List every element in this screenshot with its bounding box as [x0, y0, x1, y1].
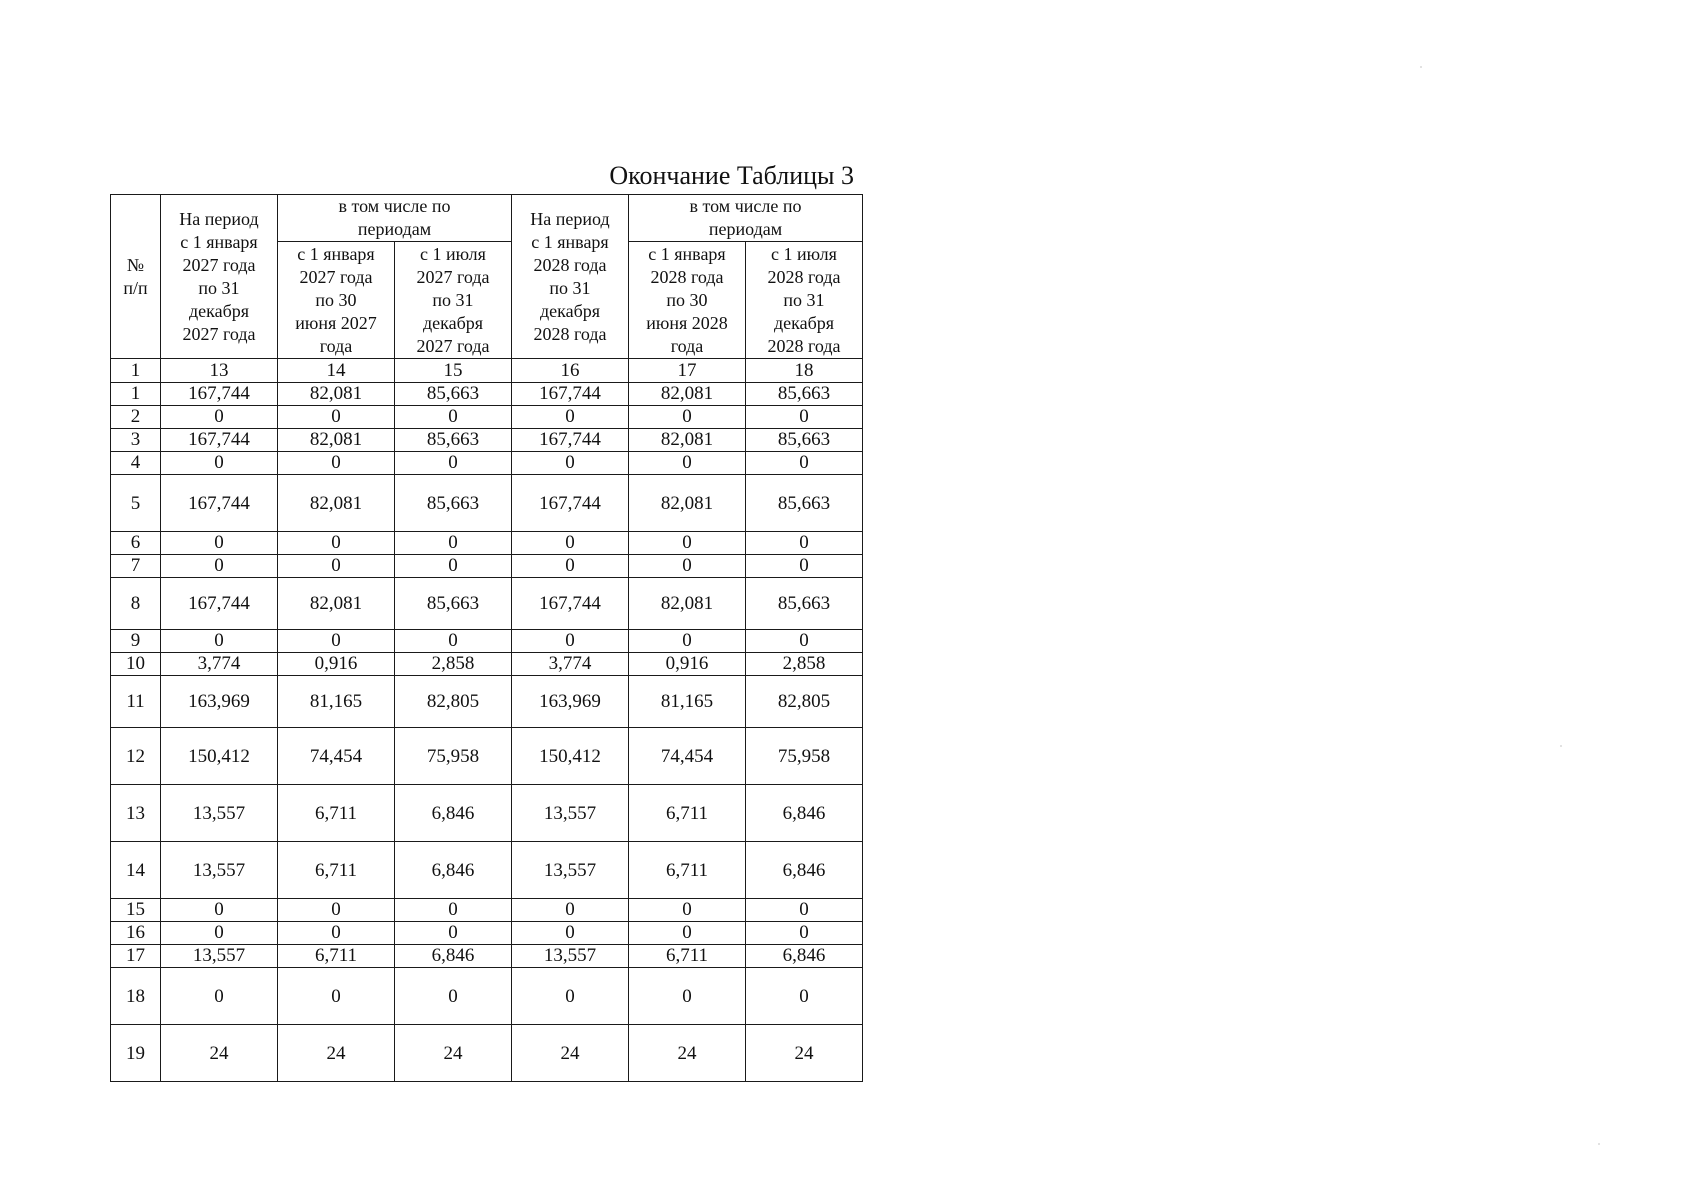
- table-cell: 167,744: [512, 578, 629, 630]
- table-cell: 0: [629, 968, 746, 1025]
- table-cell: 0: [161, 922, 278, 945]
- table-cell: 6,846: [746, 945, 863, 968]
- column-index-cell: 16: [512, 359, 629, 383]
- header-h2-2028: с 1 июля 2028 года по 31 декабря 2028 года: [746, 242, 863, 359]
- row-number-cell: 2: [111, 406, 161, 429]
- table-cell: 0: [278, 406, 395, 429]
- table-cell: 0: [512, 899, 629, 922]
- table-cell: 6,846: [746, 785, 863, 842]
- column-index-cell: 18: [746, 359, 863, 383]
- table-cell: 0: [746, 630, 863, 653]
- table-cell: 6,846: [395, 842, 512, 899]
- table-cell: 74,454: [629, 728, 746, 785]
- table-row: [111, 968, 863, 1025]
- table-cell: 167,744: [161, 475, 278, 532]
- table-cell: 6,711: [278, 945, 395, 968]
- table-row: [111, 406, 863, 429]
- table-cell: 24: [512, 1025, 629, 1082]
- table-cell: 85,663: [395, 383, 512, 406]
- table-cell: 13,557: [161, 785, 278, 842]
- table-cell: 167,744: [512, 383, 629, 406]
- row-number-cell: 5: [111, 475, 161, 532]
- row-number-cell: 17: [111, 945, 161, 968]
- table-cell: 82,805: [395, 676, 512, 728]
- table-cell: 6,846: [395, 785, 512, 842]
- table-cell: 6,711: [278, 785, 395, 842]
- table-cell: 0: [746, 968, 863, 1025]
- row-number-cell: 1: [111, 383, 161, 406]
- table-cell: 0: [278, 555, 395, 578]
- table-cell: 24: [395, 1025, 512, 1082]
- table-cell: 0: [161, 532, 278, 555]
- table-row: [111, 728, 863, 785]
- table-row: [111, 945, 863, 968]
- table-cell: 75,958: [395, 728, 512, 785]
- table-row: [111, 532, 863, 555]
- table-cell: 0: [512, 630, 629, 653]
- table-cell: 24: [278, 1025, 395, 1082]
- column-index-cell: 14: [278, 359, 395, 383]
- table-row: [111, 578, 863, 630]
- table-cell: 0: [395, 452, 512, 475]
- table-cell: 3,774: [512, 653, 629, 676]
- table-cell: 0: [512, 922, 629, 945]
- row-number-cell: 6: [111, 532, 161, 555]
- table-cell: 13,557: [512, 842, 629, 899]
- table-cell: 150,412: [161, 728, 278, 785]
- table-cell: 0: [746, 406, 863, 429]
- table-row: [111, 475, 863, 532]
- table-cell: 0: [629, 899, 746, 922]
- table-cell: 167,744: [512, 429, 629, 452]
- table-cell: 167,744: [161, 429, 278, 452]
- table-cell: 6,711: [629, 785, 746, 842]
- table-cell: 85,663: [395, 578, 512, 630]
- table-cell: 3,774: [161, 653, 278, 676]
- header-period-2027: На период с 1 января 2027 года по 31 декабря 2027 года: [161, 195, 278, 359]
- table-cell: 0: [395, 630, 512, 653]
- header-h1-2028: с 1 января 2028 года по 30 июня 2028 года: [629, 242, 746, 359]
- header-group-2028: в том числе по периодам: [629, 195, 863, 242]
- table-header: [111, 195, 863, 383]
- table-cell: 85,663: [395, 475, 512, 532]
- table-cell: 82,081: [629, 475, 746, 532]
- table-cell: 0: [629, 922, 746, 945]
- table-cell: 82,805: [746, 676, 863, 728]
- table-cell: 0: [395, 555, 512, 578]
- column-index-row: [111, 359, 863, 383]
- table-cell: 81,165: [629, 676, 746, 728]
- table-cell: 0,916: [629, 653, 746, 676]
- table-cell: 0: [629, 406, 746, 429]
- table-cell: 82,081: [278, 475, 395, 532]
- header-num: № п/п: [111, 195, 161, 359]
- table-row: [111, 676, 863, 728]
- row-number-cell: 7: [111, 555, 161, 578]
- table-cell: 82,081: [278, 383, 395, 406]
- table-cell: 0: [746, 899, 863, 922]
- table-cell: 167,744: [512, 475, 629, 532]
- table-cell: 0: [278, 452, 395, 475]
- table-cell: 13,557: [512, 785, 629, 842]
- table-cell: 0: [278, 968, 395, 1025]
- table-cell: 0: [746, 532, 863, 555]
- table-cell: 85,663: [746, 383, 863, 406]
- row-number-cell: 14: [111, 842, 161, 899]
- header-h2-2027: с 1 июля 2027 года по 31 декабря 2027 года: [395, 242, 512, 359]
- table-cell: 167,744: [161, 383, 278, 406]
- scan-speck: [1560, 745, 1562, 747]
- table-cell: 13,557: [512, 945, 629, 968]
- row-number-cell: 13: [111, 785, 161, 842]
- table-cell: 0: [629, 555, 746, 578]
- table-caption: Окончание Таблицы 3: [609, 161, 854, 190]
- table-cell: 81,165: [278, 676, 395, 728]
- table-cell: 0: [161, 968, 278, 1025]
- table-cell: 0: [278, 922, 395, 945]
- row-number-cell: 19: [111, 1025, 161, 1082]
- table-cell: 85,663: [746, 578, 863, 630]
- table-cell: 163,969: [512, 676, 629, 728]
- table-cell: 0: [512, 532, 629, 555]
- table-row: [111, 653, 863, 676]
- row-number-cell: 9: [111, 630, 161, 653]
- table-cell: 0: [395, 968, 512, 1025]
- table-cell: 0: [278, 532, 395, 555]
- header-period-2028: На период с 1 января 2028 года по 31 декабря 2028 года: [512, 195, 629, 359]
- table-cell: 24: [746, 1025, 863, 1082]
- row-number-cell: 15: [111, 899, 161, 922]
- table-cell: 0: [161, 406, 278, 429]
- table-cell: 0: [161, 630, 278, 653]
- table-cell: 163,969: [161, 676, 278, 728]
- data-table: [110, 194, 863, 1082]
- scan-speck: [1598, 1143, 1600, 1145]
- table-row: [111, 429, 863, 452]
- table-cell: 0: [278, 899, 395, 922]
- table-cell: 13,557: [161, 842, 278, 899]
- row-number-cell: 18: [111, 968, 161, 1025]
- table-row: [111, 452, 863, 475]
- table-row: [111, 899, 863, 922]
- table-cell: 0: [629, 630, 746, 653]
- table-cell: 6,711: [629, 842, 746, 899]
- table-cell: 6,711: [278, 842, 395, 899]
- row-number-cell: 3: [111, 429, 161, 452]
- row-number-cell: 16: [111, 922, 161, 945]
- table-row: [111, 630, 863, 653]
- table-cell: 75,958: [746, 728, 863, 785]
- table-cell: 24: [161, 1025, 278, 1082]
- table-cell: 6,711: [629, 945, 746, 968]
- column-index-cell: 1: [111, 359, 161, 383]
- table-cell: 0: [395, 899, 512, 922]
- table-row: [111, 842, 863, 899]
- table-cell: 0: [278, 630, 395, 653]
- table-cell: 0: [512, 968, 629, 1025]
- table-cell: 0: [629, 452, 746, 475]
- row-number-cell: 8: [111, 578, 161, 630]
- table-cell: 0: [512, 555, 629, 578]
- header-group-2027: в том числе по периодам: [278, 195, 512, 242]
- header-h1-2027: с 1 января 2027 года по 30 июня 2027 года: [278, 242, 395, 359]
- table-cell: 82,081: [278, 578, 395, 630]
- table-row: [111, 785, 863, 842]
- column-index-cell: 15: [395, 359, 512, 383]
- table-cell: 82,081: [629, 578, 746, 630]
- table-cell: 74,454: [278, 728, 395, 785]
- table-cell: 0: [746, 452, 863, 475]
- row-number-cell: 4: [111, 452, 161, 475]
- table-cell: 0: [395, 532, 512, 555]
- row-number-cell: 10: [111, 653, 161, 676]
- table-cell: 82,081: [278, 429, 395, 452]
- table-cell: 0: [395, 406, 512, 429]
- table-cell: 0: [161, 452, 278, 475]
- table-cell: 2,858: [746, 653, 863, 676]
- table-cell: 82,081: [629, 429, 746, 452]
- table-cell: 0: [629, 532, 746, 555]
- table-cell: 0: [395, 922, 512, 945]
- table-cell: 85,663: [746, 429, 863, 452]
- table-cell: 24: [629, 1025, 746, 1082]
- table-cell: 0: [161, 899, 278, 922]
- table-cell: 82,081: [629, 383, 746, 406]
- table-cell: 0: [746, 555, 863, 578]
- table-cell: 167,744: [161, 578, 278, 630]
- table-cell: 13,557: [161, 945, 278, 968]
- table-cell: 6,846: [395, 945, 512, 968]
- table-cell: 0: [161, 555, 278, 578]
- table-cell: 0: [746, 922, 863, 945]
- table-row: [111, 922, 863, 945]
- table-cell: 0,916: [278, 653, 395, 676]
- table-row: [111, 1025, 863, 1082]
- scan-speck: [1420, 66, 1422, 68]
- column-index-cell: 13: [161, 359, 278, 383]
- table-row: [111, 555, 863, 578]
- table-cell: 0: [512, 406, 629, 429]
- table-cell: 150,412: [512, 728, 629, 785]
- table-cell: 0: [512, 452, 629, 475]
- table-cell: 6,846: [746, 842, 863, 899]
- column-index-cell: 17: [629, 359, 746, 383]
- table-cell: 85,663: [746, 475, 863, 532]
- table-body: [111, 383, 863, 1082]
- table-cell: 2,858: [395, 653, 512, 676]
- table-cell: 85,663: [395, 429, 512, 452]
- row-number-cell: 11: [111, 676, 161, 728]
- table-row: [111, 383, 863, 406]
- row-number-cell: 12: [111, 728, 161, 785]
